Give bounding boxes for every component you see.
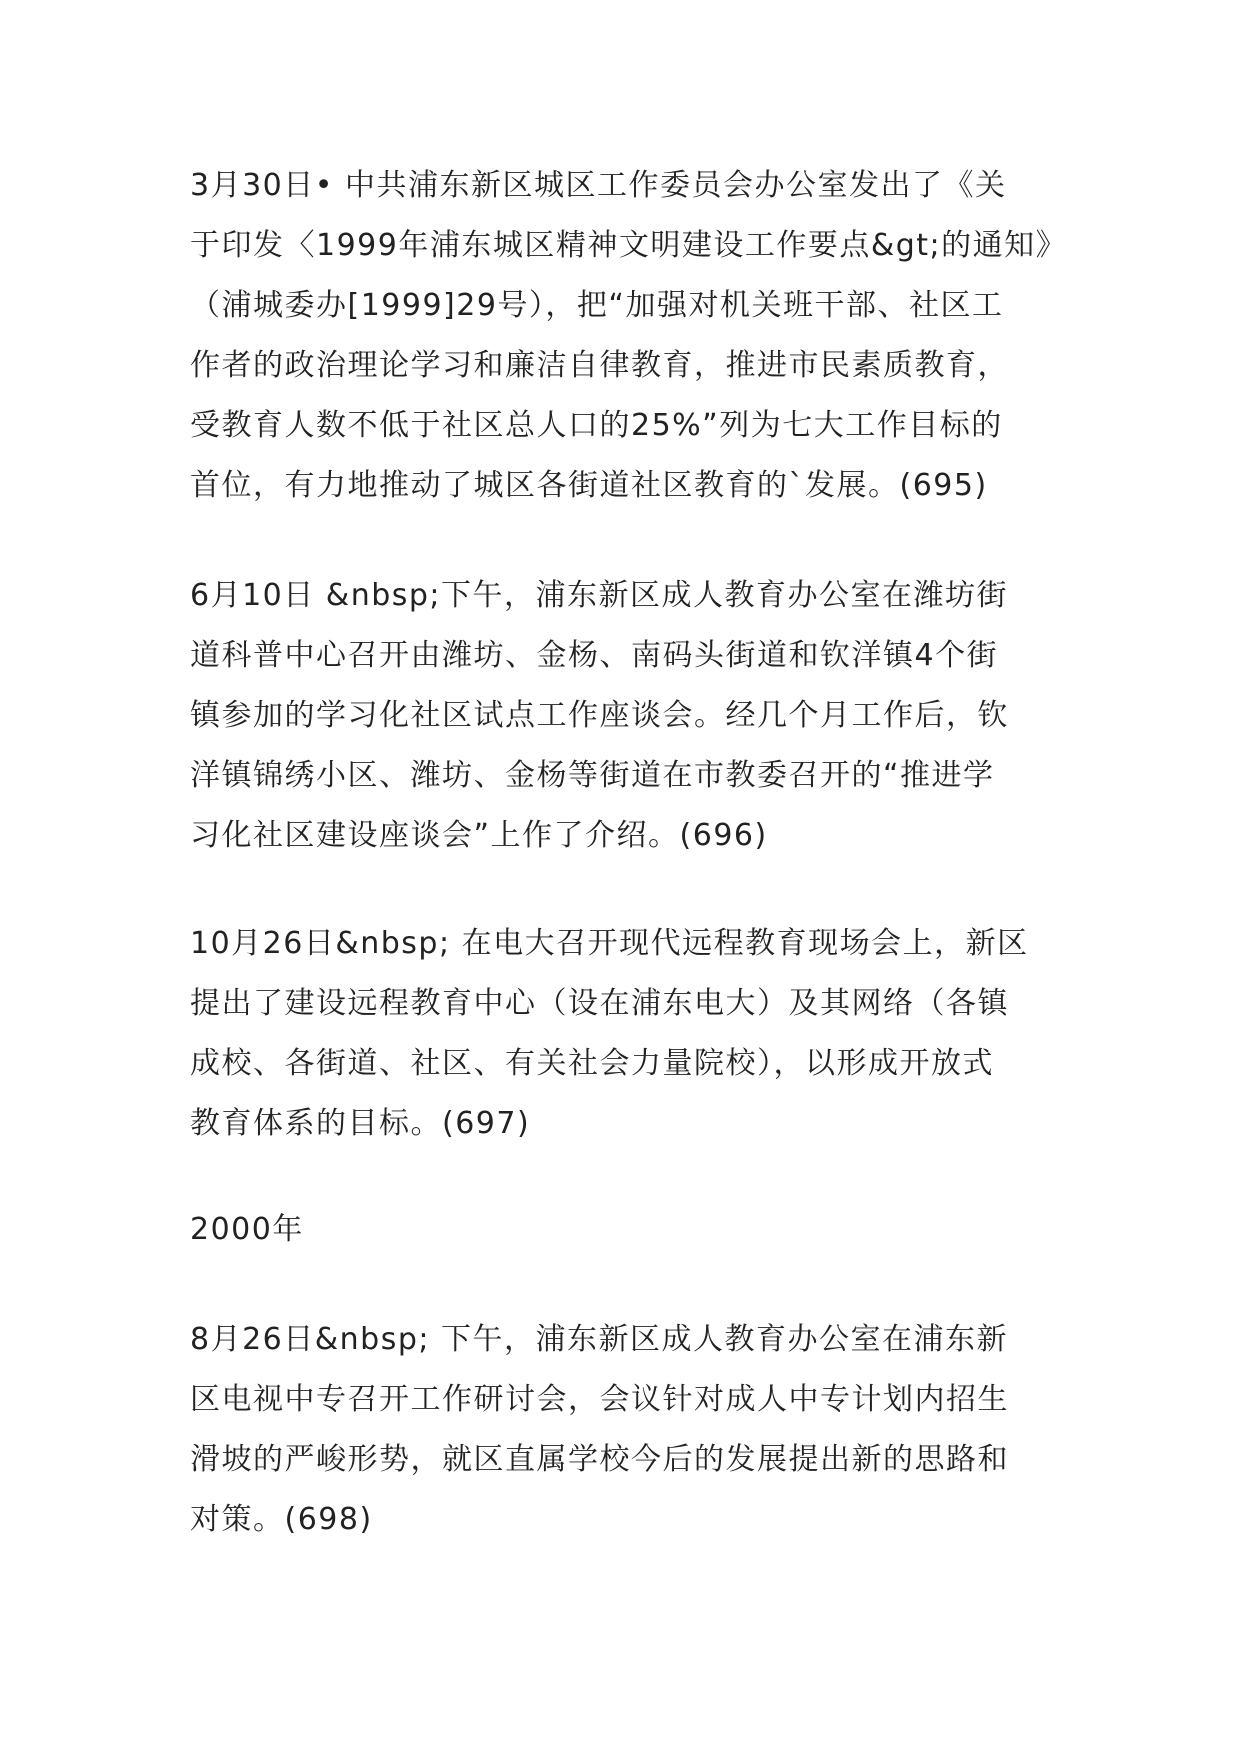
text-line: 10月26日&nbsp; 在电大召开现代远程教育现场会上，新区: [190, 926, 1029, 961]
entry-2000-08-26: [190, 1310, 1070, 1550]
entry-1999-06-10: [190, 566, 1070, 866]
entry-1999-10-26: [190, 914, 1070, 1154]
year-heading: 2000年: [190, 1212, 304, 1247]
text-line: 滑坡的严峻形势，就区直属学校今后的发展提出新的思路和: [190, 1442, 1009, 1477]
text-line: 作者的政治理论学习和廉洁自律教育，推进市民素质教育，: [190, 348, 1009, 383]
text-line: 对策。(698): [190, 1502, 373, 1537]
text-line: 道科普中心召开由潍坊、金杨、南码头街道和钦洋镇4个街: [190, 638, 999, 673]
text-line: 6月10日 &nbsp;下午，浦东新区成人教育办公室在潍坊街: [190, 578, 1009, 613]
text-line: 8月26日&nbsp; 下午，浦东新区成人教育办公室在浦东新: [190, 1322, 1009, 1357]
text-line: 受教育人数不低于社区总人口的25%”列为七大工作目标的: [190, 408, 1003, 443]
text-line: 洋镇锦绣小区、潍坊、金杨等街道在市教委召开的“推进学: [190, 758, 995, 793]
text-line: 3月30日• 中共浦东新区城区工作委员会办公室发出了《关: [190, 168, 1007, 203]
text-line: 习化社区建设座谈会”上作了介绍。(696): [190, 818, 768, 853]
text-line: 提出了建设远程教育中心（设在浦东电大）及其网络（各镇: [190, 986, 1009, 1021]
text-line: 首位，有力地推动了城区各街道社区教育的`发展。(695): [190, 468, 988, 503]
text-line: 于印发〈1999年浦东城区精神文明建设工作要点&gt;的通知》: [190, 228, 1068, 263]
text-line: （浦城委办[1999]29号），把“加强对机关班干部、社区工: [190, 288, 1004, 323]
text-line: 区电视中专召开工作研讨会，会议针对成人中专计划内招生: [190, 1382, 1009, 1417]
text-line: 成校、各街道、社区、有关社会力量院校），以形成开放式: [190, 1046, 994, 1081]
text-line: 镇参加的学习化社区试点工作座谈会。经几个月工作后，钦: [190, 698, 1009, 733]
year-heading-2000: [190, 1200, 1070, 1260]
text-line: 教育体系的目标。(697): [190, 1106, 531, 1141]
entry-1999-03-30: [190, 156, 1070, 516]
